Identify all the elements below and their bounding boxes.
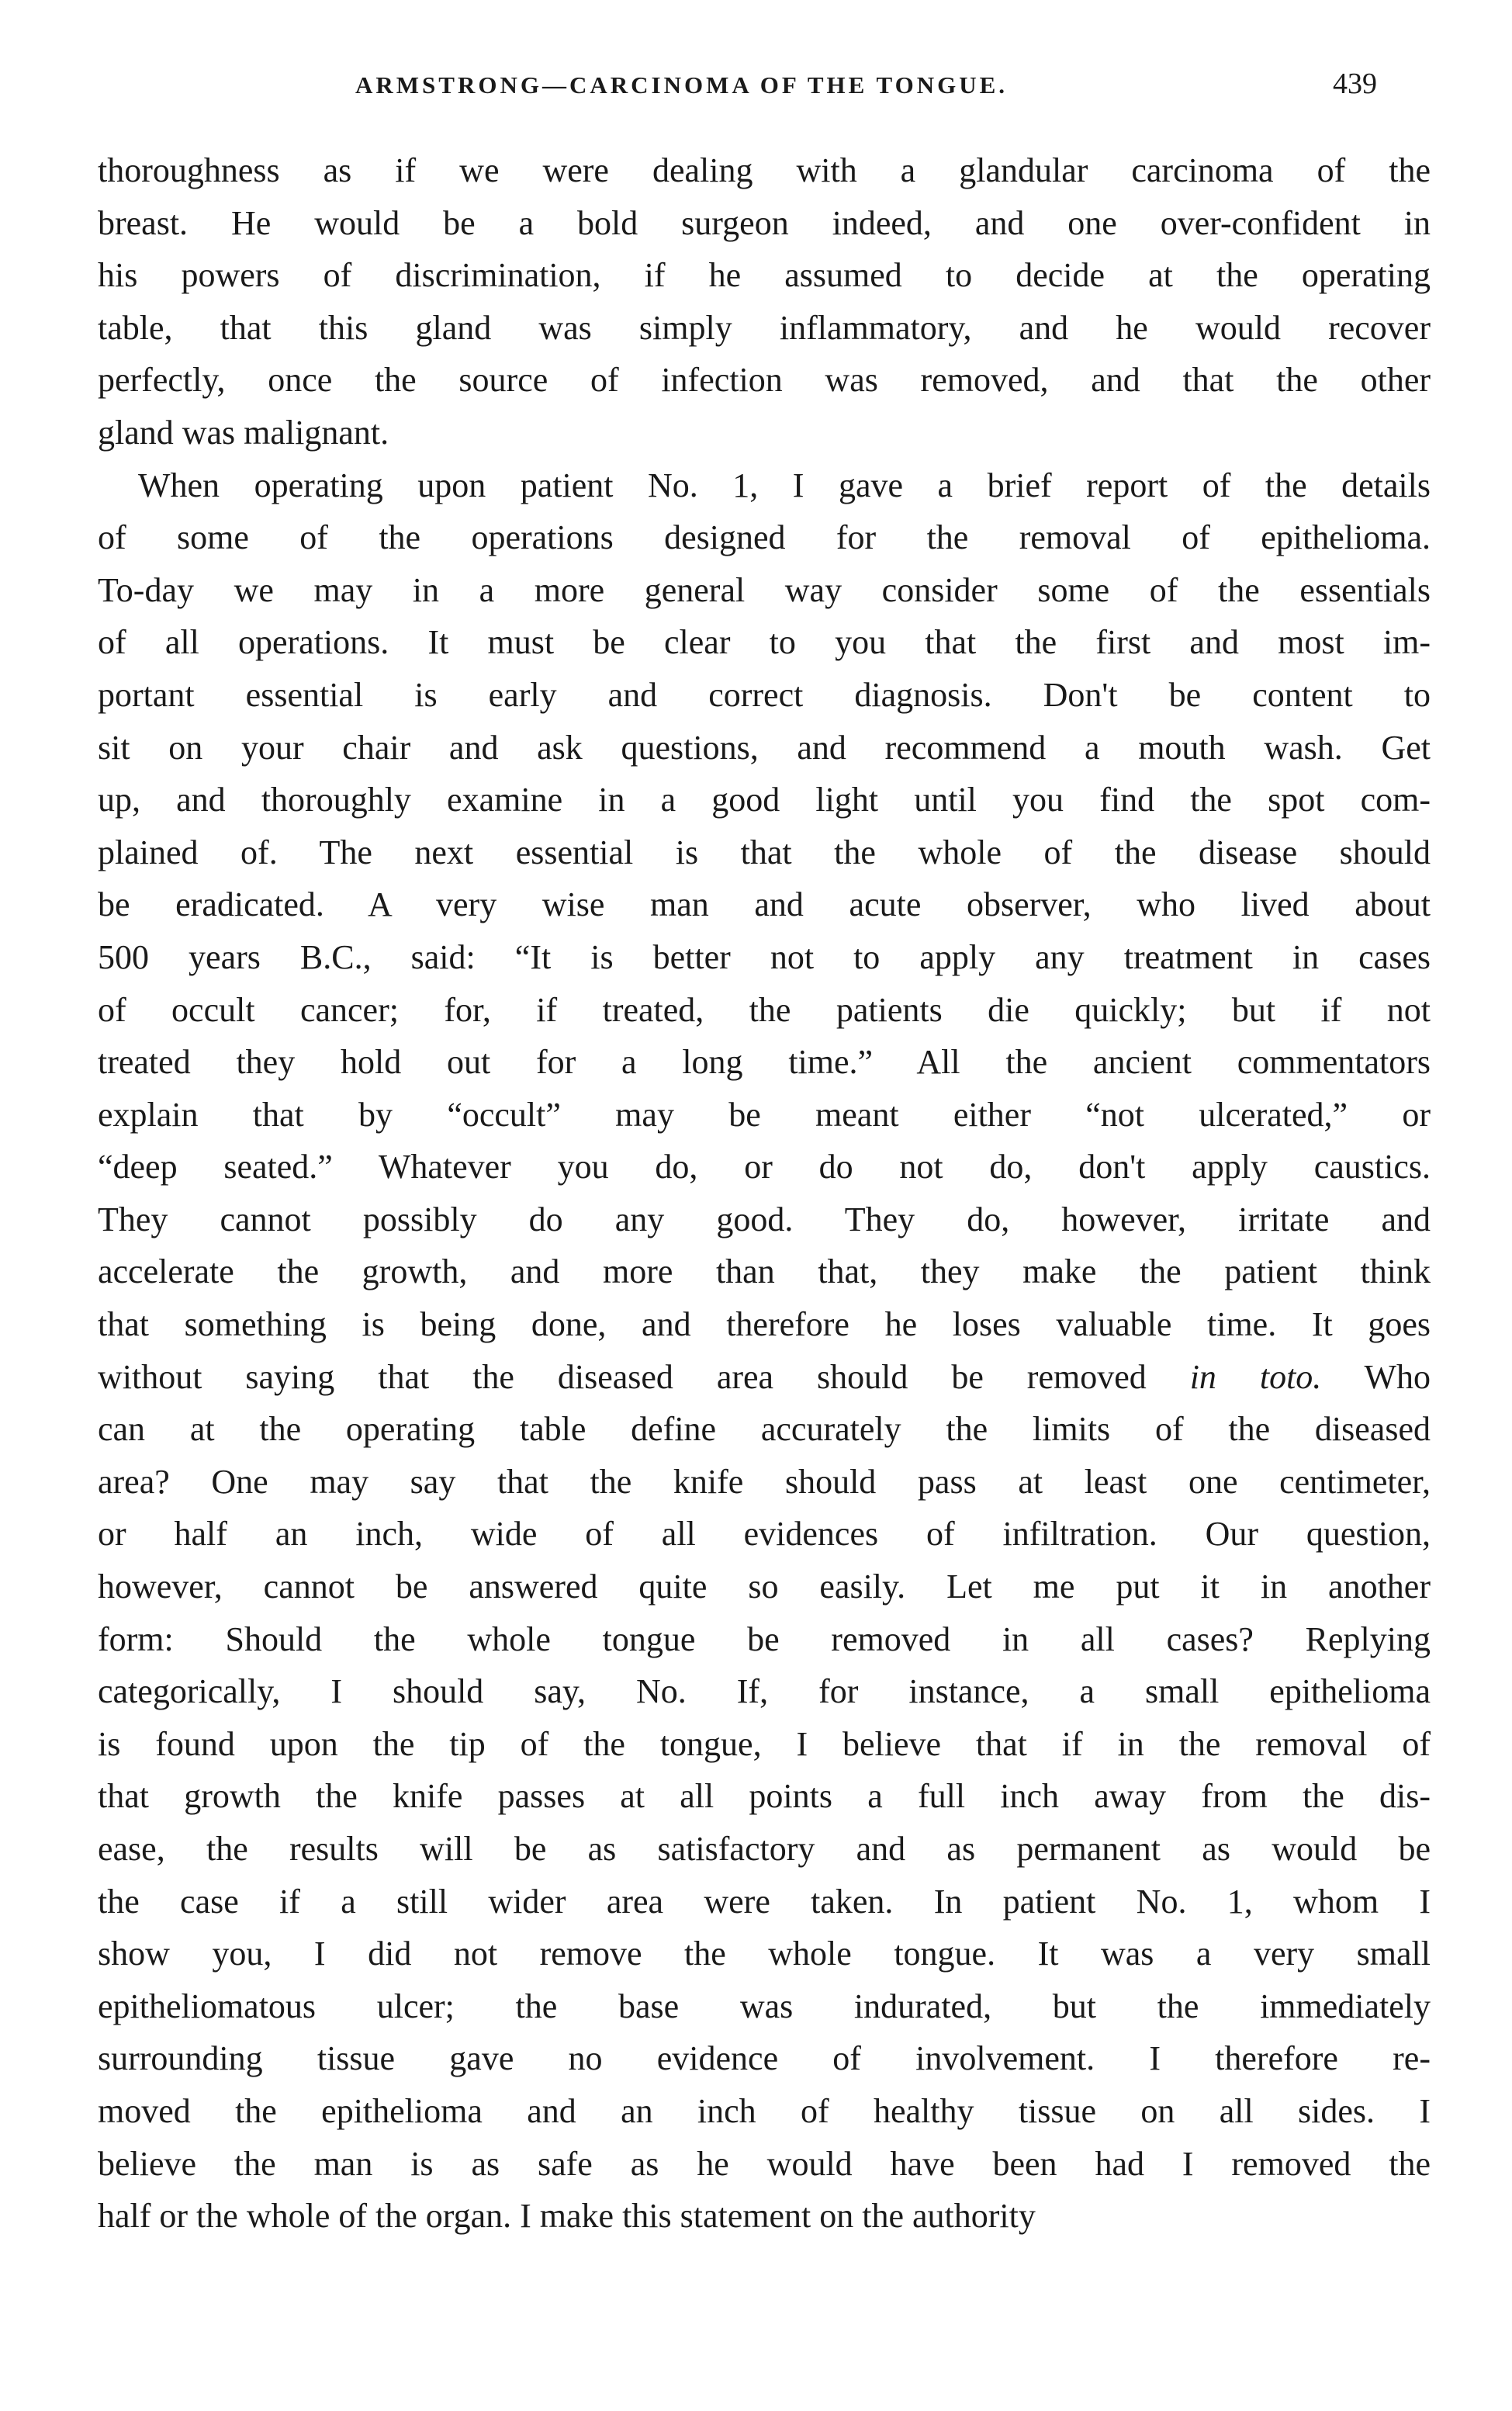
text-line: table, that this gland was simply inflammatory, and he would recover: [98, 308, 1431, 347]
text-line: categorically, I should say, No. If, for instance, a small epithelioma: [98, 1672, 1431, 1711]
text-line: perfectly, once the source of infection was removed, and that the other: [98, 361, 1431, 400]
text-line: breast. He would be a bold surgeon indeed, and one over-confident in: [98, 203, 1431, 242]
text-line: or half an inch, wide of all evidences of infiltration. Our question,: [98, 1515, 1431, 1554]
text-line: show you, I did not remove the whole tongue. It was a very small: [98, 1935, 1431, 1973]
text-line: sit on your chair and ask questions, and recommend a mouth wash. Get: [98, 728, 1431, 767]
text-line: of some of the operations designed for the removal of epithelioma.: [98, 518, 1431, 557]
text-line: believe the man is as safe as he would have been had I removed the: [98, 2144, 1431, 2183]
page-header: [0, 68, 1512, 118]
text-line: the case if a still wider area were taken. In patient No. 1, whom I: [98, 1882, 1431, 1921]
body-text: [98, 144, 1431, 2243]
text-line: be eradicated. A very wise man and acute observer, who lived about: [98, 885, 1431, 924]
text-line: of occult cancer; for, if treated, the patients die quickly; but if not: [98, 990, 1431, 1029]
text-line: however, cannot be answered quite so easily. Let me put it in another: [98, 1567, 1431, 1606]
text-line: is found upon the tip of the tongue, I believe that if in the removal of: [98, 1724, 1431, 1763]
text-line: When operating upon patient No. 1, I gave a brief report of the details: [138, 466, 1431, 504]
text-line: epitheliomatous ulcer; the base was indurated, but the immediately: [98, 1987, 1431, 2025]
text-line: that growth the knife passes at all points a full inch away from the dis-: [98, 1777, 1431, 1816]
text-line: ease, the results will be as satisfactory and as permanent as would be: [98, 1830, 1431, 1868]
text-line: of all operations. It must be clear to you that the first and most im-: [98, 623, 1431, 662]
text-line: thoroughness as if we were dealing with a glandular carcinoma of the: [98, 151, 1431, 189]
text-line: that something is being done, and therefore he loses valuable time. It goes: [98, 1305, 1431, 1344]
text-line: accelerate the growth, and more than that, they make the patient think: [98, 1252, 1431, 1291]
text-line: treated they hold out for a long time.” All the ancient commentators: [98, 1043, 1431, 1082]
text-line: surrounding tissue gave no evidence of involvement. I therefore re-: [98, 2039, 1431, 2078]
text-line: up, and thoroughly examine in a good light until you find the spot com-: [98, 781, 1431, 819]
text-line: can at the operating table define accurately the limits of the diseased: [98, 1410, 1431, 1449]
italic-phrase: in toto.: [1189, 1357, 1322, 1396]
text-line: plained of. The next essential is that the whole of the disease should: [98, 833, 1431, 871]
text-line: moved the epithelioma and an inch of healthy tissue on all sides. I: [98, 2091, 1431, 2130]
text-line: form: Should the whole tongue be removed in all cases? Replying: [98, 1619, 1431, 1658]
text-line: his powers of discrimination, if he assumed to decide at the operating: [98, 256, 1431, 295]
text-line: gland was malignant.: [98, 413, 389, 452]
text-line: portant essential is early and correct diagnosis. Don't be content to: [98, 675, 1431, 714]
text-line: without saying that the diseased area should be removed in toto. Who: [98, 1357, 1431, 1396]
text-line: area? One may say that the knife should pass at least one centimeter,: [98, 1462, 1431, 1501]
page-number: 439: [1333, 68, 1377, 100]
text-line: “deep seated.” Whatever you do, or do not do, don't apply caustics.: [98, 1148, 1431, 1186]
text-line: 500 years B.C., said: “It is better not to apply any treatment in cases: [98, 937, 1431, 976]
text-line: explain that by “occult” may be meant either “not ulcerated,” or: [98, 1095, 1431, 1134]
text-line: To-day we may in a more general way consider some of the essentials: [98, 570, 1431, 609]
text-line: half or the whole of the organ. I make this statement on the authority: [98, 2197, 1036, 2236]
text-line: They cannot possibly do any good. They do, however, irritate and: [98, 1200, 1431, 1238]
running-head: ARMSTRONG—CARCINOMA OF THE TONGUE.: [355, 71, 1009, 99]
